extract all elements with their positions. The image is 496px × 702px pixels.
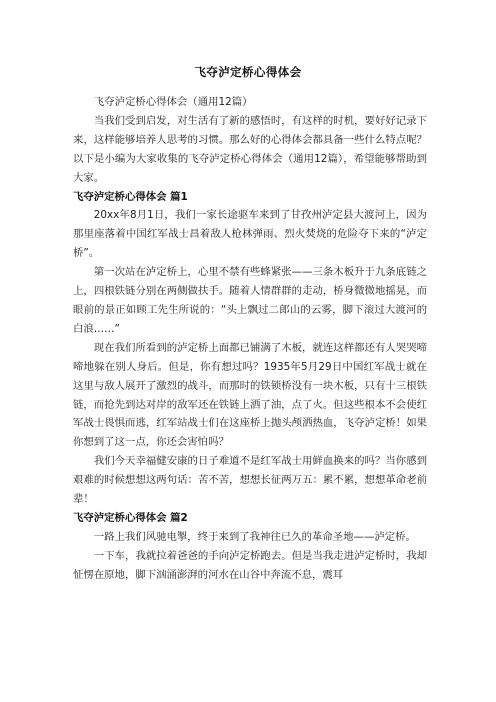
section-heading: 飞夺泸定桥心得体会 篇1 (73, 190, 188, 203)
section-heading: 飞夺泸定桥心得体会 篇2 (73, 511, 188, 524)
body-paragraph: 20xx年8月1日，我们一家长途驱车来到了甘孜州泸定县大渡河上，因为那里座落着中国红军战士昌着敌人枪林弹雨、烈火焚烧的危险夺下来的“泸定桥”。 (73, 209, 427, 260)
page-title: 飞夺泸定桥心得体会 (194, 65, 302, 79)
body-paragraph: 第一次站在泸定桥上，心里不禁有些蜂紧张——三条木板升于九条底链之上，四根铁链分别在两侧做扶手。随着人情群群的走动，桥身微微地摇晃，而眼前的景正如顾工先生所说的：“头上飘过二郎山的云雾，脚下滚过大渡河的白浪……” (73, 266, 427, 335)
body-paragraph: 当我们受到启发，对生活有了新的感悟时，有这样的时机，要好好记录下来，这样能够培养人思考的习惯。那么好的心得体会都具备一些什么特点呢？以下是小编为大家收集的飞夺泸定桥心得体会（通用12篇），希望能够帮助到大家。 (73, 114, 427, 184)
body-paragraph: 一路上我们风驰电掣，终于来到了我神往已久的革命圣地——泸定桥。 (93, 530, 416, 543)
body-paragraph: 一下车，我就拉着爸爸的手向泸定桥跑去。但是当我走进泸定桥时，我却怔愣在原地，脚下汹涌澎湃的河水在山谷中奔流不息，震耳 (73, 549, 427, 581)
body-paragraph: 我们今天幸福健安康的日子难道不是红军战士用鲜血换来的吗？当你感到艰难的时候想想这两句话：苦不苦，想想长征两万五：累不累，想想革命老前辈！ (73, 455, 427, 506)
body-paragraph: 飞夺泸定桥心得体会（通用12篇） (93, 96, 253, 108)
body-paragraph: 现在我们所看到的泸定桥上面都已铺满了木板，就连这样都还有人哭哭啼啼地躲在别人身后。但是，你有想过吗？1935年5月29日中国红军战士就在这里与敌人展开了激烈的战斗，而那时的铁锁桥没有一块木板，只有十三根铁链，而抢先到达对岸的敌军还在铁链上洒了油，点了火。但这些根本不会使红军战士畏惧而逃，红军站战士们在这座桥上抛头颅洒热血，飞夺泸定桥！如果你想到了这一点，你还会害怕吗？ (73, 341, 427, 449)
document-body (73, 93, 427, 585)
